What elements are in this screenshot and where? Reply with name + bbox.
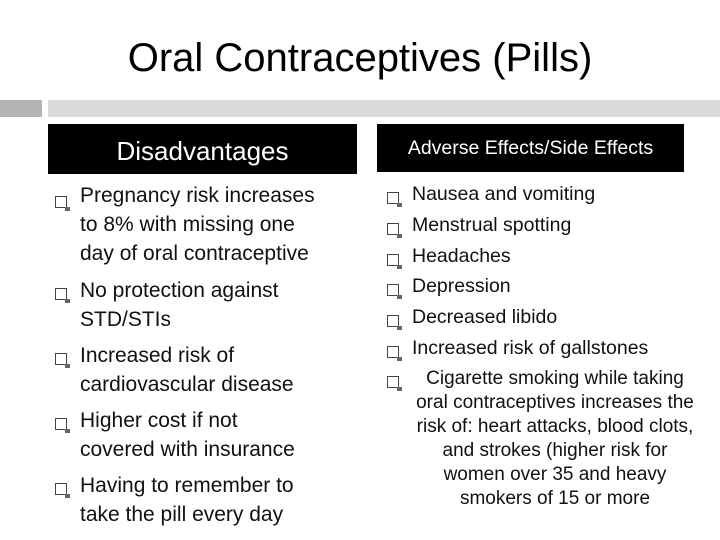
side-effects-header: Adverse Effects/Side Effects bbox=[377, 124, 684, 172]
square-bullet-icon bbox=[55, 196, 67, 208]
square-bullet-icon bbox=[387, 315, 399, 327]
list-item-line: No protection against bbox=[80, 279, 279, 302]
list-item-line: Higher cost if not bbox=[80, 409, 238, 432]
list-item-line: to 8% with missing one bbox=[80, 213, 295, 236]
square-bullet-icon bbox=[387, 192, 399, 204]
list-item-line: take the pill every day bbox=[80, 503, 284, 526]
square-bullet-icon bbox=[387, 376, 399, 388]
list-item bbox=[80, 471, 294, 529]
list-item-line: STD/STIs bbox=[80, 308, 172, 331]
list-item: Increased risk of gallstones bbox=[412, 337, 649, 359]
list-item-line: Pregnancy risk increases bbox=[80, 184, 315, 207]
square-bullet-icon bbox=[387, 254, 399, 266]
list-item bbox=[80, 406, 295, 464]
square-bullet-icon bbox=[55, 353, 67, 365]
square-bullet-icon bbox=[55, 418, 67, 430]
list-item: Headaches bbox=[412, 245, 511, 267]
list-item-line: Having to remember to bbox=[80, 474, 294, 497]
list-item-line: day of oral contraceptive bbox=[80, 242, 309, 265]
square-bullet-icon bbox=[55, 288, 67, 300]
list-item-line: cardiovascular disease bbox=[80, 373, 294, 396]
list-item: Menstrual spotting bbox=[412, 214, 572, 236]
disadvantages-header: Disadvantages bbox=[48, 124, 357, 174]
square-bullet-icon bbox=[55, 483, 67, 495]
list-item bbox=[80, 341, 294, 399]
accent-bar-left bbox=[0, 100, 42, 117]
list-item-line: Increased risk of bbox=[80, 344, 235, 367]
slide-title: Oral Contraceptives (Pills) bbox=[127, 36, 593, 80]
list-item: Cigarette smoking while taking oral contraceptives increases the risk of: heart attacks, blood clots, and strokes (higher risk for women over 35 and heavy smokers of 15 or more bbox=[416, 368, 694, 509]
square-bullet-icon bbox=[387, 346, 399, 358]
list-item bbox=[80, 276, 278, 334]
list-item: Depression bbox=[412, 275, 511, 297]
list-item bbox=[80, 181, 315, 268]
list-item: Nausea and vomiting bbox=[412, 183, 596, 205]
square-bullet-icon bbox=[387, 223, 399, 235]
list-item: Decreased libido bbox=[412, 306, 558, 328]
square-bullet-icon bbox=[387, 284, 399, 296]
accent-bar-right bbox=[48, 100, 720, 117]
list-item-line: covered with insurance bbox=[80, 438, 295, 461]
